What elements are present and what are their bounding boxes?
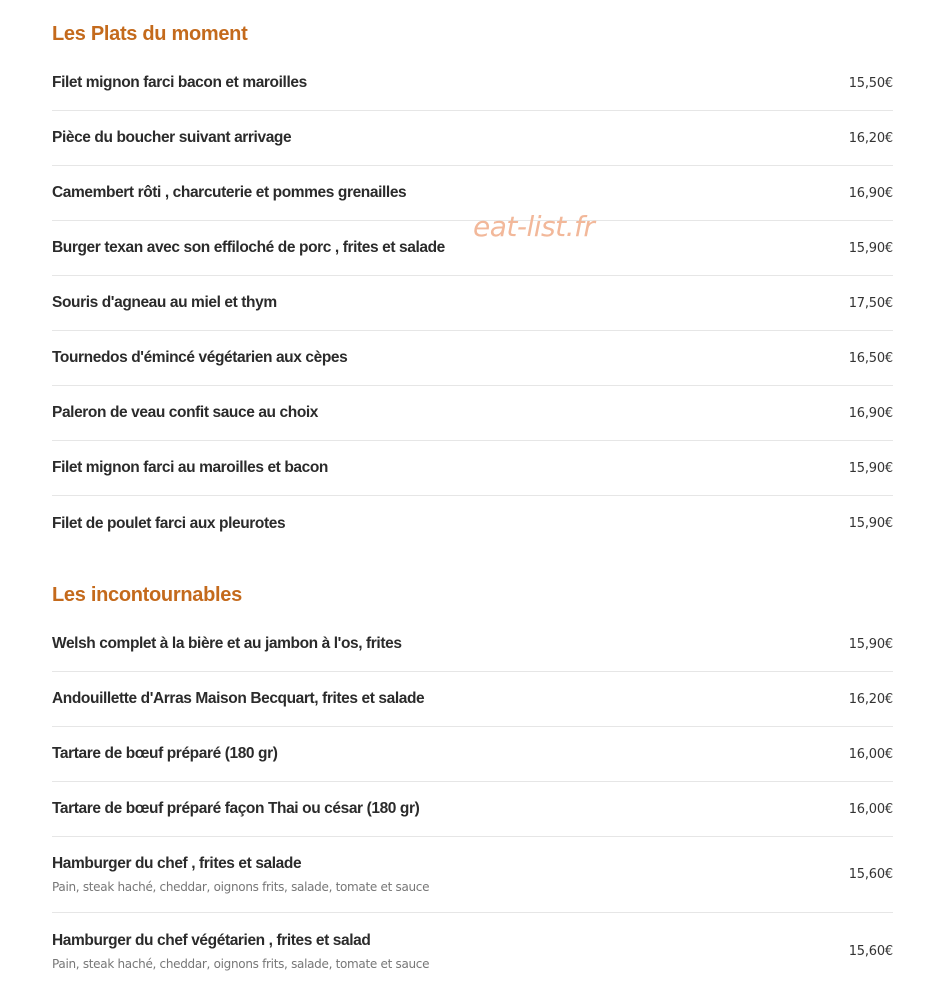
menu-item xyxy=(52,276,893,331)
item-name: Tournedos d'émincé végétarien aux cèpes xyxy=(52,349,348,366)
item-price: 16,90€ xyxy=(848,405,893,421)
menu-item xyxy=(52,386,893,441)
section-title: Les incontournables xyxy=(52,584,242,606)
item-description: Pain, steak haché, cheddar, oignons frits, salade, tomate et sauce xyxy=(52,956,430,971)
item-name: Hamburger du chef , frites et salade xyxy=(52,855,302,872)
item-price: 16,50€ xyxy=(848,350,893,366)
item-name: Andouillette d'Arras Maison Becquart, frites et salade xyxy=(52,690,425,707)
item-price: 15,60€ xyxy=(848,943,893,959)
item-price: 16,90€ xyxy=(848,185,893,201)
menu-item xyxy=(52,913,893,989)
item-price: 15,60€ xyxy=(848,867,893,882)
item-price: 17,50€ xyxy=(848,295,893,311)
item-name: Hamburger du chef végétarien , frites et salad xyxy=(52,931,371,949)
item-name: Welsh complet à la bière et au jambon à l'os, frites xyxy=(52,635,402,652)
item-name: Filet de poulet farci aux pleurotes xyxy=(52,514,286,532)
item-price: 15,50€ xyxy=(848,75,893,91)
item-name: Filet mignon farci bacon et maroilles xyxy=(52,74,307,91)
section-plats-du-moment xyxy=(52,22,893,551)
item-name: Tartare de bœuf préparé (180 gr) xyxy=(52,745,278,762)
item-name: Burger texan avec son effiloché de porc , frites et salade xyxy=(52,239,445,256)
item-price: 15,90€ xyxy=(848,516,893,531)
menu-item xyxy=(52,617,893,672)
menu-item xyxy=(52,672,893,727)
item-price: 15,90€ xyxy=(848,460,893,476)
item-price: 16,00€ xyxy=(848,746,893,762)
watermark: eat-list.fr xyxy=(473,210,595,243)
menu-item xyxy=(52,331,893,386)
menu-item xyxy=(52,441,893,496)
menu-item xyxy=(52,56,893,111)
menu-item xyxy=(52,496,893,551)
item-name: Souris d'agneau au miel et thym xyxy=(52,294,277,311)
item-price: 16,20€ xyxy=(848,691,893,707)
item-name: Camembert rôti , charcuterie et pommes grenailles xyxy=(52,184,407,201)
item-name: Tartare de bœuf préparé façon Thai ou césar (180 gr) xyxy=(52,800,420,817)
menu-item xyxy=(52,837,893,913)
section-incontournables xyxy=(52,583,893,989)
menu-item xyxy=(52,111,893,166)
menu-item xyxy=(52,782,893,837)
item-name: Filet mignon farci au maroilles et bacon xyxy=(52,459,328,476)
item-price: 16,00€ xyxy=(848,801,893,817)
item-price: 16,20€ xyxy=(848,130,893,146)
item-price: 15,90€ xyxy=(848,240,893,256)
item-name: Paleron de veau confit sauce au choix xyxy=(52,404,319,421)
item-price: 15,90€ xyxy=(848,636,893,652)
item-name: Pièce du boucher suivant arrivage xyxy=(52,129,292,146)
item-description: Pain, steak haché, cheddar, oignons frits, salade, tomate et sauce xyxy=(52,880,430,894)
menu-item xyxy=(52,727,893,782)
section-title: Les Plats du moment xyxy=(52,23,248,45)
menu xyxy=(52,0,893,989)
